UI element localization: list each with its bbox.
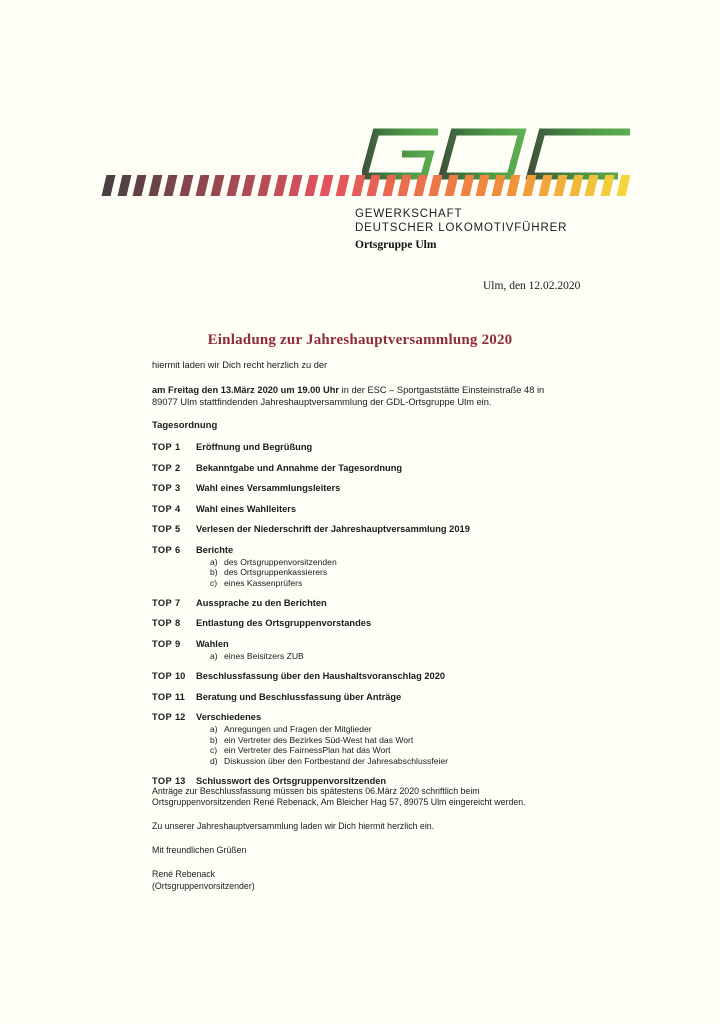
agenda-item-top-label: TOP — [152, 483, 173, 494]
agenda-item-row — [152, 483, 572, 494]
logo-stripe — [429, 175, 443, 196]
agenda-item-row — [152, 463, 572, 474]
logo-stripe — [413, 175, 427, 196]
agenda-subitem — [152, 745, 572, 756]
agenda-item — [152, 463, 572, 474]
agenda-subitem — [152, 735, 572, 746]
letterhead — [0, 126, 720, 276]
agenda-subitem-marker: a) — [210, 724, 218, 735]
agenda-subitem-marker: d) — [210, 755, 218, 766]
agenda-item — [152, 483, 572, 494]
logo-stripe — [273, 175, 287, 196]
agenda-item-number: 2 — [175, 462, 181, 473]
agenda-heading: Tagesordnung — [152, 419, 218, 431]
letter-closing — [152, 786, 572, 905]
agenda-subitem-text: ein Vertreter des Bezirkes Süd-West hat das Wort — [224, 734, 414, 745]
logo-stripe — [195, 175, 209, 196]
agenda-item-number: 11 — [175, 691, 185, 702]
agenda-subitem-list — [152, 557, 572, 589]
agenda-item — [152, 545, 572, 589]
agenda-item-row — [152, 692, 572, 703]
logo-stripe — [491, 175, 505, 196]
logo-stripe — [398, 175, 412, 196]
regards-line: Mit freundlichen Grüßen — [152, 845, 247, 855]
agenda-item-top-label: TOP — [152, 597, 173, 608]
agenda-item-number: 5 — [175, 524, 181, 535]
logo-stripe — [554, 175, 568, 196]
agenda-subitem-list — [152, 724, 572, 766]
agenda-subitem-marker: a) — [210, 556, 218, 567]
logo-stripe — [523, 175, 537, 196]
agenda-item-title: Bekanntgabe und Annahme der Tagesordnung — [196, 462, 403, 473]
document-title: Einladung zur Jahreshauptversammlung 2020 — [207, 332, 513, 348]
agenda-item-row — [152, 545, 572, 556]
agenda-item-top-label: TOP — [152, 775, 173, 786]
agenda-subitem-marker: a) — [210, 650, 218, 661]
agenda-item-top-label: TOP — [152, 524, 173, 535]
logo-stripe — [616, 175, 630, 196]
logo-stripe — [335, 175, 349, 196]
agenda-subitem-marker: c) — [210, 745, 218, 756]
agenda-item-top-label: TOP — [152, 544, 173, 555]
logo-stripe — [211, 175, 225, 196]
logo-stripe — [382, 175, 396, 196]
agenda-item-title: Beschlussfassung über den Haushaltsvoranschlag 2020 — [196, 671, 446, 682]
agenda-item-number: 6 — [175, 544, 181, 555]
agenda-item-top-label: TOP — [152, 462, 173, 473]
agenda-item-top-label: TOP — [152, 671, 173, 682]
agenda-subitem-text: Diskussion über den Fortbestand der Jahresabschlussfeier — [224, 755, 449, 766]
agenda-item-title: Wahlen — [196, 638, 229, 649]
agenda-item-number: 13 — [175, 775, 186, 786]
agenda-item — [152, 639, 572, 662]
agenda-item-title: Verschiedenes — [196, 712, 262, 723]
agenda-subitem-marker: b) — [210, 567, 218, 578]
agenda-item-top-label: TOP — [152, 691, 173, 702]
agenda-item-title: Beratung und Beschlussfassung über Anträge — [196, 691, 402, 702]
logo-stripe — [601, 175, 615, 196]
logo-stripe — [304, 175, 318, 196]
agenda-subitem-text: eines Kassenprüfers — [224, 577, 303, 588]
logo-stripe — [507, 175, 521, 196]
agenda-item-title: Eröffnung und Begrüßung — [196, 442, 313, 453]
agenda-item-top-label: TOP — [152, 638, 173, 649]
agenda-item-row — [152, 524, 572, 535]
logo-stripe — [102, 175, 116, 196]
logo-stripe — [476, 175, 490, 196]
agenda-subitem-text: ein Vertreter des FairnessPlan hat das Wort — [224, 745, 391, 756]
agenda-item-number: 1 — [175, 442, 181, 453]
logo-stripe — [133, 175, 147, 196]
agenda-item — [152, 598, 572, 609]
agenda-subitem-list — [152, 651, 572, 662]
agenda-subitem — [152, 567, 572, 578]
agenda-item-number: 7 — [175, 597, 181, 608]
agenda-item-top-label: TOP — [152, 712, 173, 723]
agenda-item-title: Wahl eines Versammlungsleiters — [196, 483, 341, 494]
logo-stripe — [289, 175, 303, 196]
logo-stripe — [164, 175, 178, 196]
agenda-item-row — [152, 671, 572, 682]
logo-stripe — [351, 175, 365, 196]
agenda-item-title: Wahl eines Wahlleiters — [196, 503, 297, 514]
agenda-item-top-label: TOP — [152, 503, 173, 514]
logo-stripe — [460, 175, 474, 196]
agenda-item-title: Entlastung des Ortsgruppenvorstandes — [196, 618, 372, 629]
agenda-item-title: Berichte — [196, 544, 234, 555]
agenda-subitem-text: des Ortsgruppenvorsitzenden — [224, 556, 337, 567]
agenda-subitem-marker: c) — [210, 577, 218, 588]
agenda-item-row — [152, 442, 572, 453]
local-chapter-name: Ortsgruppe Ulm — [355, 239, 437, 251]
logo-stripe — [180, 175, 194, 196]
meeting-venue: in der ESC – Sportgaststätte Einsteinstraße 48 in 89077 Ulm stattfindenden Jahreshauptversammlung der GDL-Ortsgruppe Ulm ein. — [152, 384, 545, 407]
agenda-subitem-text: eines Beisitzers ZUB — [224, 650, 304, 661]
agenda-item-row — [152, 504, 572, 515]
meeting-datetime: am Freitag den 13.März 2020 um 19.00 Uhr — [152, 384, 340, 395]
agenda-item-row — [152, 712, 572, 723]
letter-body — [152, 360, 572, 796]
agenda-item-number: 3 — [175, 483, 181, 494]
agenda-item-number: 10 — [175, 671, 186, 682]
logo-stripe — [148, 175, 162, 196]
agenda-item-number: 9 — [175, 638, 181, 649]
agenda-item — [152, 712, 572, 766]
agenda-item — [152, 618, 572, 629]
place-and-date: Ulm, den 12.02.2020 — [483, 280, 581, 292]
agenda-item-top-label: TOP — [152, 618, 173, 629]
logo-stripe — [445, 175, 459, 196]
agenda-item-number: 4 — [175, 503, 181, 514]
logo-stripe — [367, 175, 381, 196]
agenda-item-title: Aussprache zu den Berichten — [196, 597, 327, 608]
agenda-subitem — [152, 724, 572, 735]
logo-stripe — [585, 175, 599, 196]
logo-stripe-bar — [104, 175, 634, 203]
signer-role: (Ortsgruppenvorsitzender) — [152, 880, 255, 891]
agenda-item — [152, 692, 572, 703]
invitation-sentence: Zu unserer Jahreshauptversammlung laden wir Dich hiermit herzlich ein. — [152, 821, 435, 831]
agenda-item-title: Verlesen der Niederschrift der Jahreshauptversammlung 2019 — [196, 524, 470, 535]
organization-name-line1: GEWERKSCHAFT — [355, 208, 463, 220]
agenda-item-row — [152, 598, 572, 609]
agenda-item — [152, 504, 572, 515]
motions-deadline-notice: Anträge zur Beschlussfassung müssen bis spätestens 06.März 2020 schriftlich beim Ortsgruppenvorsitzenden René Rebenack, Am Bleicher Hag 57, 89075 Ulm eingereicht werden. — [152, 786, 526, 807]
agenda-item-number: 8 — [175, 618, 181, 629]
organization-name — [355, 208, 567, 235]
agenda-item-number: 12 — [175, 712, 186, 723]
agenda-subitem — [152, 578, 572, 589]
logo-stripe — [538, 175, 552, 196]
agenda-item-top-label: TOP — [152, 442, 173, 453]
logo-stripe — [320, 175, 334, 196]
meeting-details — [152, 384, 572, 408]
agenda-subitem-text: Anregungen und Fragen der Mitglieder — [224, 724, 372, 735]
agenda-subitem-text: des Ortsgruppenkassierers — [224, 567, 328, 578]
agenda-item — [152, 671, 572, 682]
agenda-item — [152, 442, 572, 453]
signature-block — [152, 869, 572, 892]
agenda-item-title: Schlusswort des Ortsgruppenvorsitzenden — [196, 775, 387, 786]
agenda-item-row — [152, 639, 572, 650]
logo-stripe — [226, 175, 240, 196]
agenda-subitem — [152, 651, 572, 662]
agenda-subitem — [152, 557, 572, 568]
agenda-item-row — [152, 618, 572, 629]
organization-name-line2: DEUTSCHER LOKOMOTIVFÜHRER — [355, 221, 568, 234]
logo-stripe — [258, 175, 272, 196]
agenda-list — [152, 442, 572, 787]
agenda-item — [152, 524, 572, 535]
salutation: hiermit laden wir Dich recht herzlich zu der — [152, 360, 328, 370]
agenda-subitem-marker: b) — [210, 734, 218, 745]
logo-stripe — [117, 175, 131, 196]
logo-stripe — [569, 175, 583, 196]
agenda-subitem — [152, 756, 572, 767]
logo-stripe — [242, 175, 256, 196]
signer-name: René Rebenack — [152, 869, 216, 879]
